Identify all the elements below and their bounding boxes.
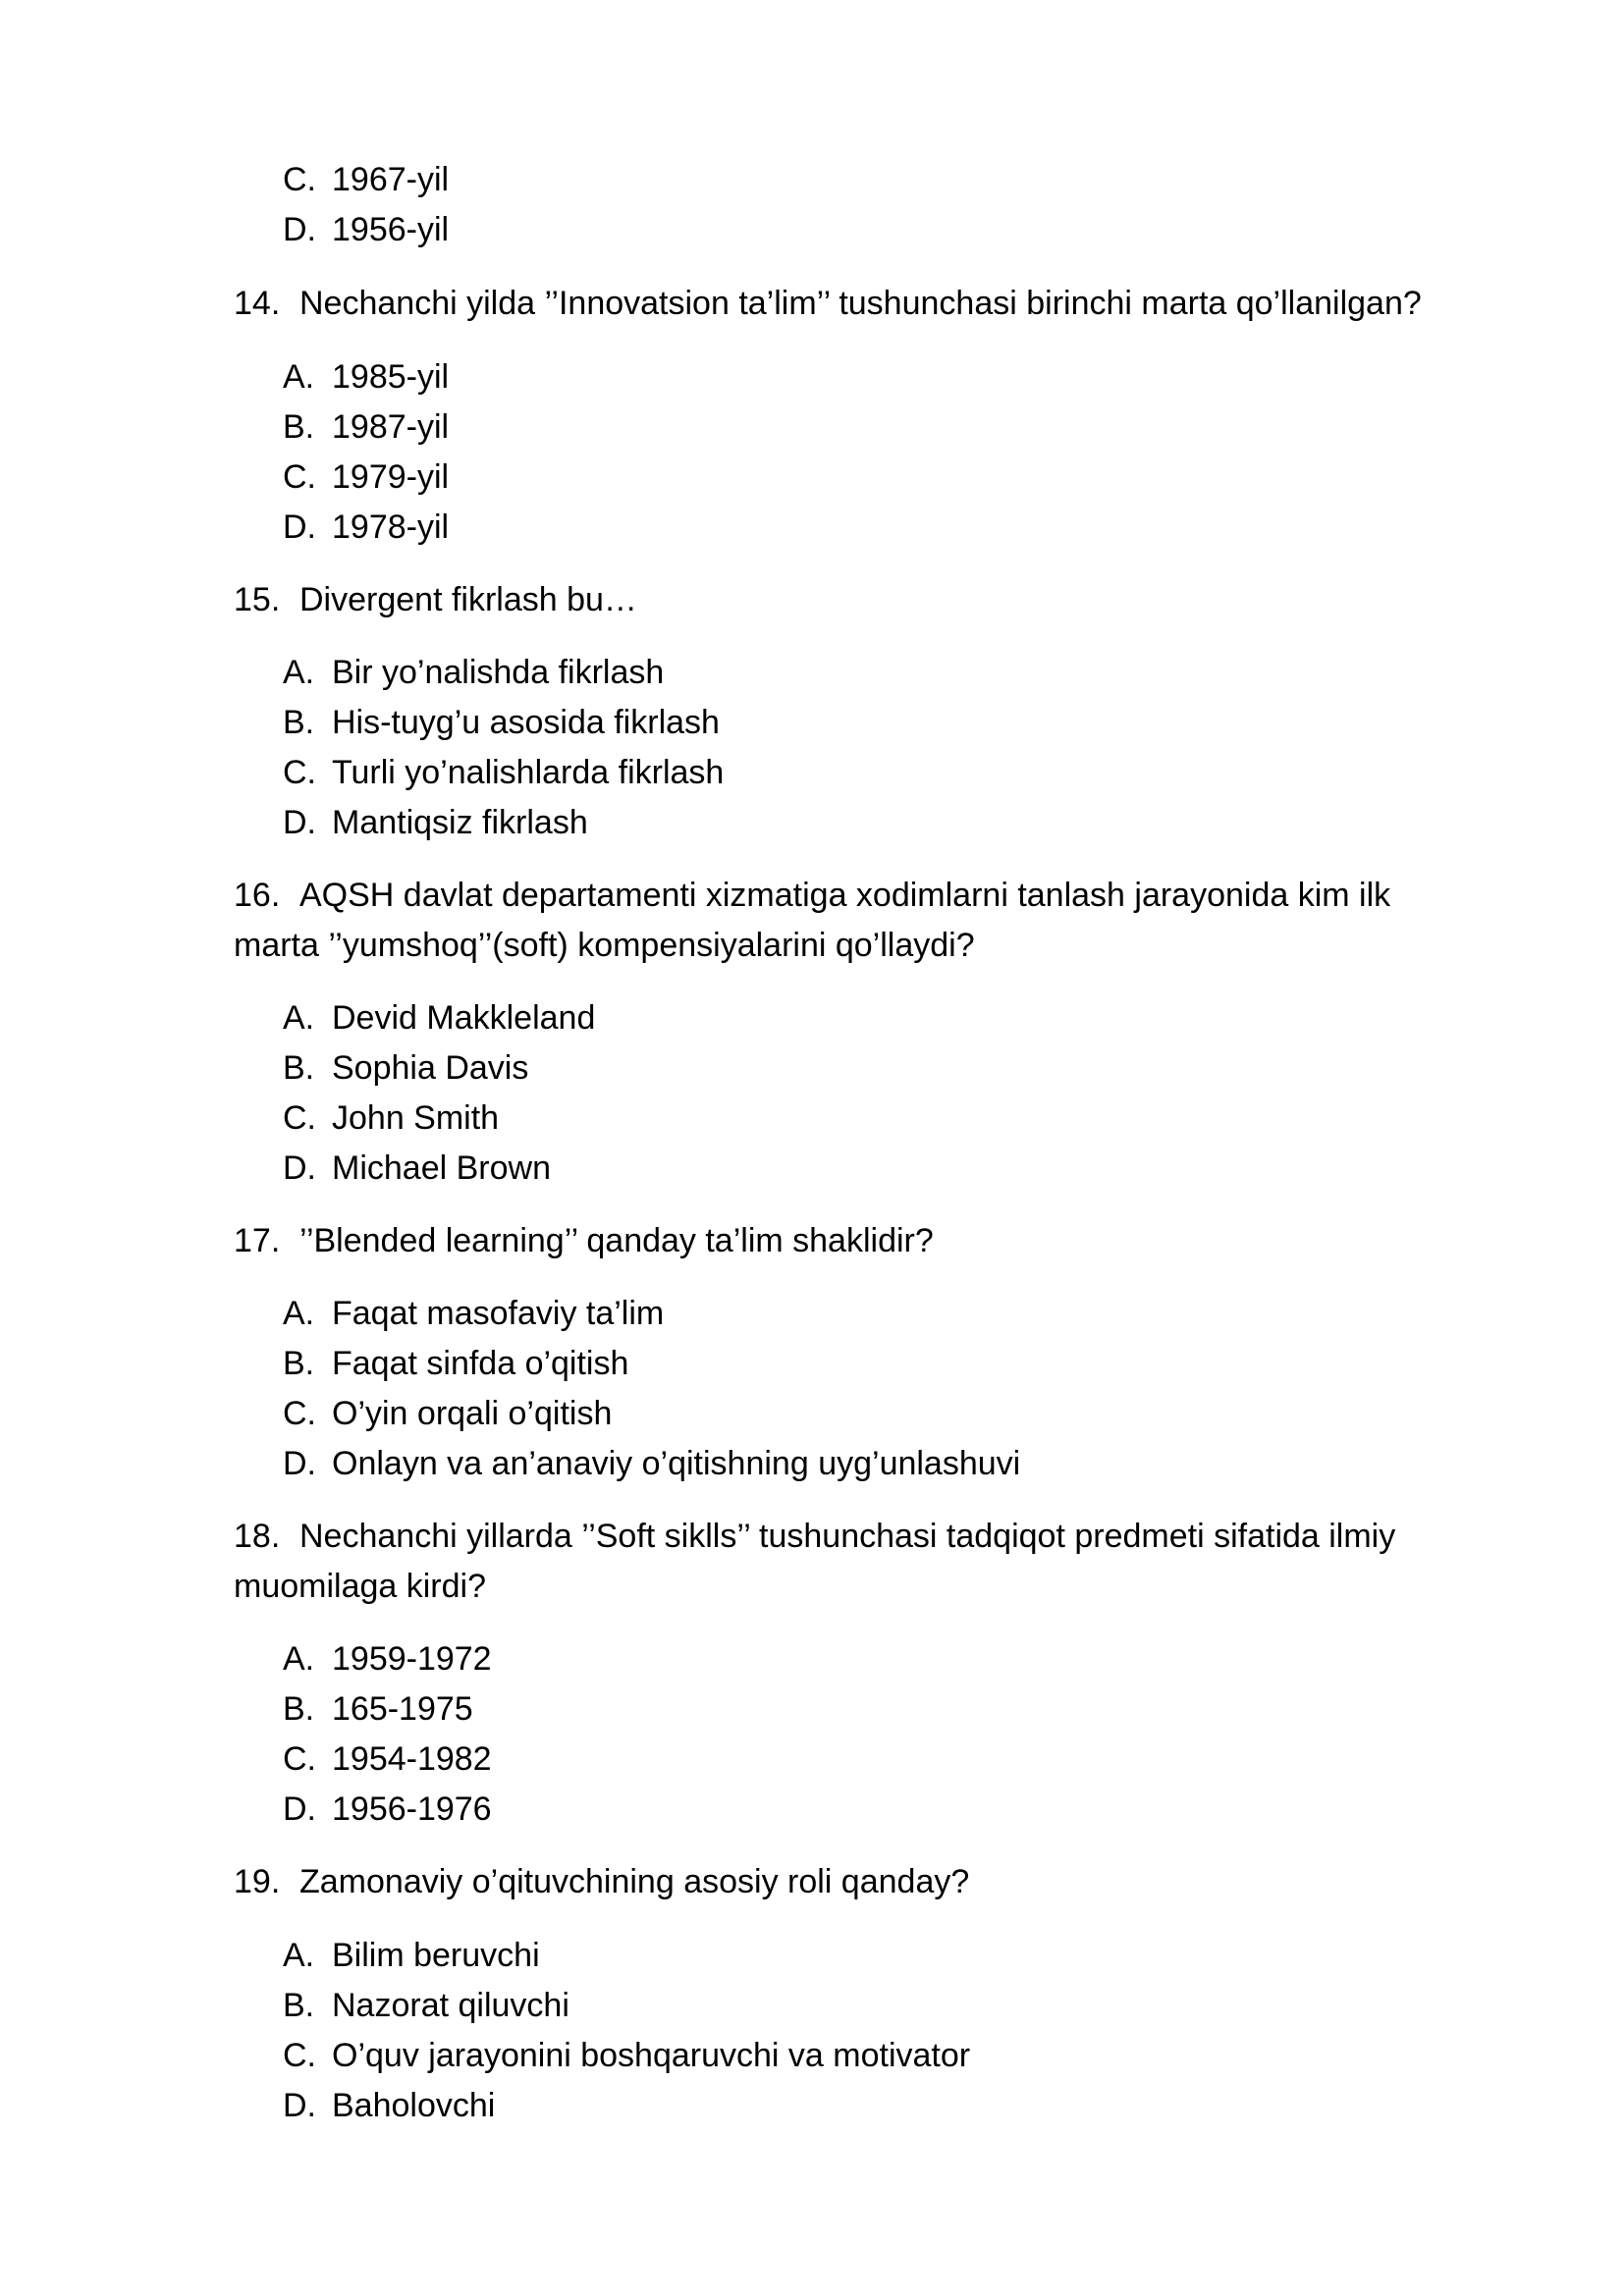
option-letter: C.	[283, 458, 316, 496]
option-letter: C.	[283, 2037, 316, 2074]
option-letter: D.	[283, 804, 316, 841]
question-text: Nechanchi yillarda ’’Soft siklls’’ tushunchasi tadqiqot predmeti sifatida ilmiy	[299, 1518, 1396, 1555]
option-letter: B.	[283, 1049, 315, 1087]
option-text: 165-1975	[332, 1690, 473, 1728]
question-number: 16.	[234, 877, 281, 914]
option-letter: D.	[283, 2087, 316, 2124]
option-text: Bilim beruvchi	[332, 1937, 540, 1974]
question-text: Divergent fikrlash bu…	[299, 581, 637, 618]
option-text: Michael Brown	[332, 1149, 551, 1187]
option-letter: A.	[283, 654, 315, 691]
option-text: 1987-yil	[332, 408, 450, 446]
question-number: 18.	[234, 1518, 281, 1555]
option-letter: B.	[283, 704, 315, 741]
option-text: O’yin orqali o’qitish	[332, 1395, 613, 1432]
option-letter: C.	[283, 754, 316, 791]
option-letter: C.	[283, 1740, 316, 1778]
option-letter: D.	[283, 1445, 316, 1482]
option-letter: B.	[283, 1345, 315, 1382]
question-number: 14.	[234, 285, 281, 322]
option-letter: C.	[283, 1395, 316, 1432]
option-text: His-tuyg’u asosida fikrlash	[332, 704, 720, 741]
option-letter: B.	[283, 1987, 315, 2024]
option-letter: B.	[283, 408, 315, 446]
question-text: Zamonaviy o’qituvchining asosiy roli qanday?	[299, 1863, 970, 1900]
question-number: 17.	[234, 1222, 281, 1259]
question-number: 19.	[234, 1863, 281, 1900]
option-letter: A.	[283, 358, 315, 396]
question-text: Nechanchi yilda ’’Innovatsion ta’lim’’ tushunchasi birinchi marta qo’llanilgan?	[299, 285, 1422, 322]
option-letter: B.	[283, 1690, 315, 1728]
question-number: 15.	[234, 581, 281, 618]
option-letter: A.	[283, 1937, 315, 1974]
option-text: O’quv jarayonini boshqaruvchi va motivator	[332, 2037, 971, 2074]
option-text: Faqat sinfda o’qitish	[332, 1345, 629, 1382]
option-text: 1967-yil	[332, 161, 450, 198]
question-text-continuation: muomilaga kirdi?	[234, 1568, 486, 1605]
option-text: 1956-yil	[332, 211, 450, 248]
option-letter: D.	[283, 211, 316, 248]
option-letter: C.	[283, 161, 316, 198]
option-letter: A.	[283, 999, 315, 1037]
option-text: Mantiqsiz fikrlash	[332, 804, 588, 841]
option-text: Sophia Davis	[332, 1049, 529, 1087]
option-letter: C.	[283, 1099, 316, 1137]
option-text: Turli yo’nalishlarda fikrlash	[332, 754, 725, 791]
option-letter: A.	[283, 1640, 315, 1678]
option-text: 1956-1976	[332, 1790, 492, 1828]
option-text: Nazorat qiluvchi	[332, 1987, 569, 2024]
option-letter: D.	[283, 1149, 316, 1187]
option-text: 1954-1982	[332, 1740, 492, 1778]
option-text: Devid Makkleland	[332, 999, 596, 1037]
option-text: Faqat masofaviy ta’lim	[332, 1295, 665, 1332]
option-text: Bir yo’nalishda fikrlash	[332, 654, 665, 691]
option-letter: A.	[283, 1295, 315, 1332]
question-text-continuation: marta ’’yumshoq’’(soft) kompensiyalarini qo’llaydi?	[234, 927, 975, 964]
option-text: Onlayn va an’anaviy o’qitishning uyg’unlashuvi	[332, 1445, 1021, 1482]
option-letter: D.	[283, 508, 316, 546]
option-text: 1979-yil	[332, 458, 450, 496]
option-letter: D.	[283, 1790, 316, 1828]
option-text: Baholovchi	[332, 2087, 496, 2124]
option-text: 1978-yil	[332, 508, 450, 546]
question-text: ’’Blended learning’’ qanday ta’lim shaklidir?	[299, 1222, 934, 1259]
option-text: John Smith	[332, 1099, 500, 1137]
option-text: 1959-1972	[332, 1640, 492, 1678]
question-text: AQSH davlat departamenti xizmatiga xodimlarni tanlash jarayonida kim ilk	[299, 877, 1391, 914]
option-text: 1985-yil	[332, 358, 450, 396]
